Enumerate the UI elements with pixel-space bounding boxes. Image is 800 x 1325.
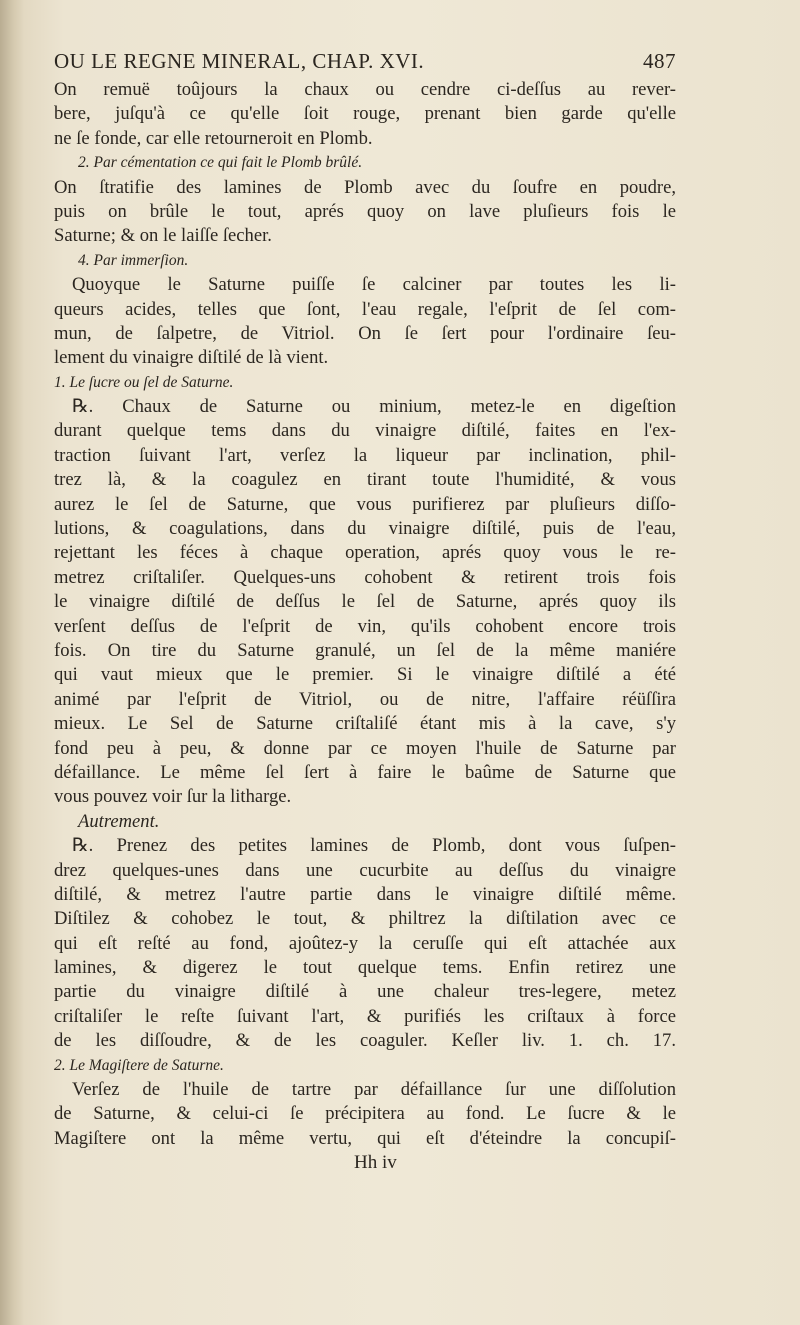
text-line: durant quelque tems dans du vinaigre diſtilé, faites en l'ex- — [54, 420, 676, 442]
text-line: verſent deſſus de l'eſprit de vin, qu'ils cohobent encore trois — [54, 615, 676, 637]
text-line: qui vaut mieux que le premier. Si le vinaigre diſtilé a été — [54, 664, 676, 686]
text-line: fond peu à peu, & donne par ce moyen l'huile de Saturne par — [54, 737, 676, 759]
text-line: qui eſt reſté au fond, ajoûtez-y la ceruſſe qui eſt attachée aux — [54, 932, 676, 954]
text-line: Diſtilez & cohobez le tout, & philtrez la diſtilation avec ce — [54, 908, 676, 930]
text-line: Magiſtere ont la même vertu, qui eſt d'éteindre la concupiſ- — [54, 1127, 676, 1149]
text-line: ℞. Chaux de Saturne ou minium, metez-le en digeſtion — [72, 396, 676, 418]
text-line: de les diſſoudre, & de les coaguler. Keſler liv. 1. ch. 17. — [54, 1030, 676, 1052]
text-line: metrez criſtaliſer. Quelques-uns cohobent & retirent trois fois — [54, 566, 676, 588]
text-line: queurs acides, telles que ſont, l'eau regale, l'eſprit de ſel com- — [54, 298, 676, 320]
text-line: lutions, & coagulations, dans du vinaigre diſtilé, puis de l'eau, — [54, 518, 676, 540]
text-line: le vinaigre diſtilé de deſſus le ſel de Saturne, aprés quoy ils — [54, 591, 676, 613]
text-line: mun, de ſalpetre, de Vitriol. On ſe ſert pour l'ordinaire ſeu- — [54, 322, 676, 344]
section-heading: 2. Par cémentation ce qui fait le Plomb brûlé. — [78, 154, 363, 172]
text-line: puis on brûle le tout, aprés quoy on lave pluſieurs fois le — [54, 200, 676, 222]
page-binding-shadow — [0, 0, 24, 1325]
page-number: 487 — [643, 49, 676, 73]
section-heading: 1. Le ſucre ou ſel de Saturne. — [54, 373, 234, 391]
text-line: ℞. Prenez des petites lamines de Plomb, dont vous ſuſpen- — [72, 835, 676, 857]
text-line: Quoyque le Saturne puiſſe ſe calciner par toutes les li- — [72, 274, 676, 296]
running-header — [54, 44, 676, 78]
text-line: animé par l'eſprit de Vitriol, ou de nitre, l'affaire réüſſira — [54, 688, 676, 710]
text-line: traction ſuivant l'art, verſez la liqueur par inclination, phil- — [54, 444, 676, 466]
running-title: OU LE REGNE MINERAL, CHAP. XVI. — [54, 49, 425, 73]
text-line: bere, juſqu'à ce qu'elle ſoit rouge, prenant bien garde qu'elle — [54, 103, 676, 125]
text-line: de Saturne, & celui-ci ſe précipitera au fond. Le ſucre & le — [54, 1103, 676, 1125]
text-line: vous pouvez voir ſur la litharge. — [54, 786, 292, 808]
section-heading: 4. Par immerſion. — [78, 251, 189, 269]
text-line: drez quelques-unes dans une cucurbite au deſſus du vinaigre — [54, 859, 676, 881]
text-line: Saturne; & on le laiſſe ſecher. — [54, 225, 272, 247]
text-line: lement du vinaigre diſtilé de là vient. — [54, 347, 329, 369]
text-line: rejettant les féces à chaque operation, aprés quoy vous le re- — [54, 542, 676, 564]
text-line: mieux. Le Sel de Saturne criſtaliſé étant mis à la cave, s'y — [54, 713, 676, 735]
text-line: criſtaliſer le reſte ſuivant l'art, & purifiés les criſtaux à force — [54, 1005, 676, 1027]
text-line: On remuë toûjours la chaux ou cendre ci-deſſus au rever- — [54, 79, 676, 100]
text-line: fois. On tire du Saturne granulé, un ſel de la même maniére — [54, 639, 676, 661]
text-line: lamines, & digerez le tout quelque tems. Enfin retirez une — [54, 957, 676, 979]
text-line: trez là, & la coagulez en tirant toute l'humidité, & vous — [54, 469, 676, 491]
text-line: défaillance. Le même ſel ſert à faire le baûme de Saturne que — [54, 761, 676, 783]
signature-mark: Hh iv — [354, 1152, 397, 1174]
text-line: partie du vinaigre diſtilé à une chaleur tres-legere, metez — [54, 981, 676, 1003]
page-text-block — [54, 44, 676, 1176]
text-line: On ſtratifie des lamines de Plomb avec du ſoufre en poudre, — [54, 176, 676, 198]
section-heading: 2. Le Magiſtere de Saturne. — [54, 1056, 224, 1074]
text-line: Verſez de l'huile de tartre par défaillance ſur une diſſolution — [72, 1079, 676, 1101]
section-heading: Autrement. — [78, 810, 160, 832]
text-line: aurez le ſel de Saturne, que vous purifierez par pluſieurs diſſo- — [54, 493, 676, 515]
text-line: ne ſe fonde, car elle retourneroit en Plomb. — [54, 127, 373, 149]
text-line: diſtilé, & metrez l'autre partie dans le vinaigre diſtilé même. — [54, 883, 676, 905]
